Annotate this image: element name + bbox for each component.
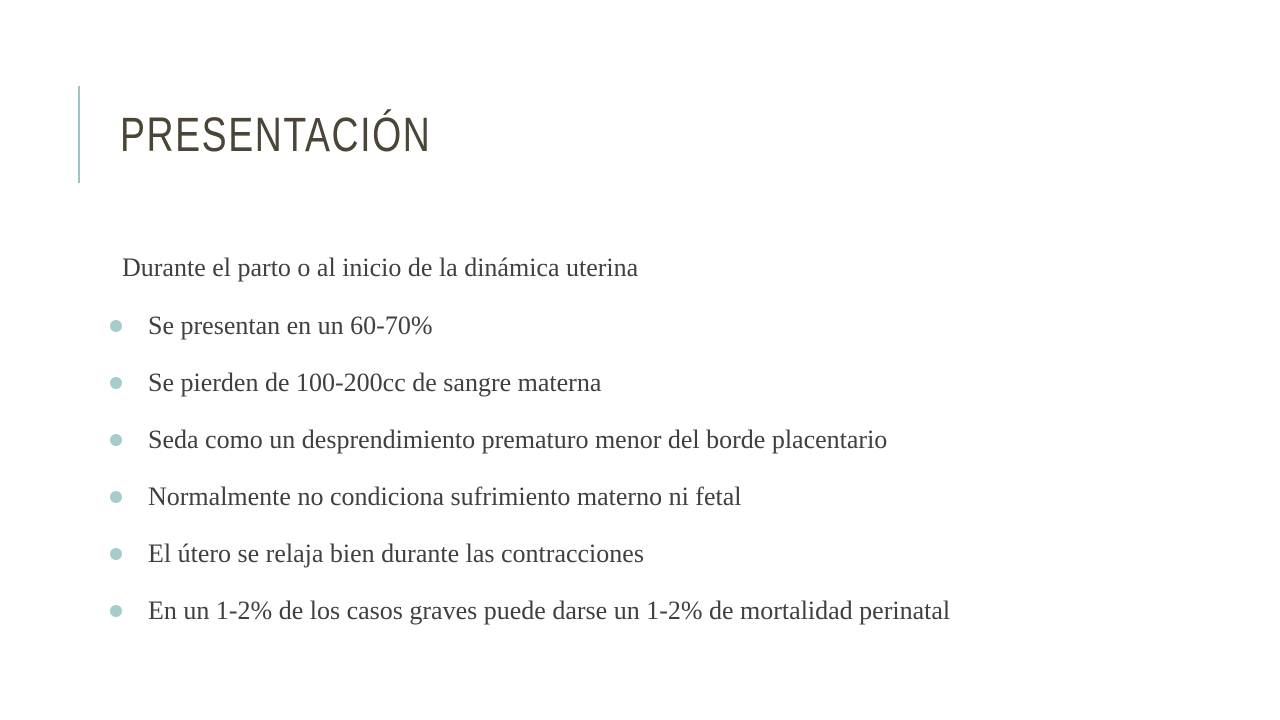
bullet-item — [110, 534, 950, 591]
bullet-dot-icon — [110, 548, 122, 560]
bullet-dot-icon — [110, 491, 122, 503]
bullet-text: Seda como un desprendimiento prematuro menor del borde placentario — [148, 425, 888, 454]
bullet-text: Se presentan en un 60-70% — [148, 311, 433, 340]
title-accent-bar — [78, 86, 80, 183]
bullet-text: Se pierden de 100-200cc de sangre materna — [148, 368, 602, 397]
slide-title: PRESENTACIÓN — [120, 109, 432, 162]
bullet-item — [110, 306, 950, 363]
bullet-text: El útero se relaja bien durante las contracciones — [148, 539, 644, 568]
bullet-text: En un 1-2% de los casos graves puede darse un 1-2% de mortalidad perinatal — [148, 596, 951, 625]
bullet-dot-icon — [110, 434, 122, 446]
bullet-text: Normalmente no condiciona sufrimiento materno ni fetal — [148, 482, 742, 511]
bullet-item — [110, 477, 950, 534]
bullet-item — [110, 591, 950, 648]
bullet-item — [110, 420, 950, 477]
bullet-item — [110, 363, 950, 420]
bullet-dot-icon — [110, 377, 122, 389]
intro-text: Durante el parto o al inicio de la dinámica uterina — [122, 253, 639, 282]
bullet-list — [110, 306, 950, 648]
bullet-dot-icon — [110, 320, 122, 332]
bullet-dot-icon — [110, 605, 122, 617]
